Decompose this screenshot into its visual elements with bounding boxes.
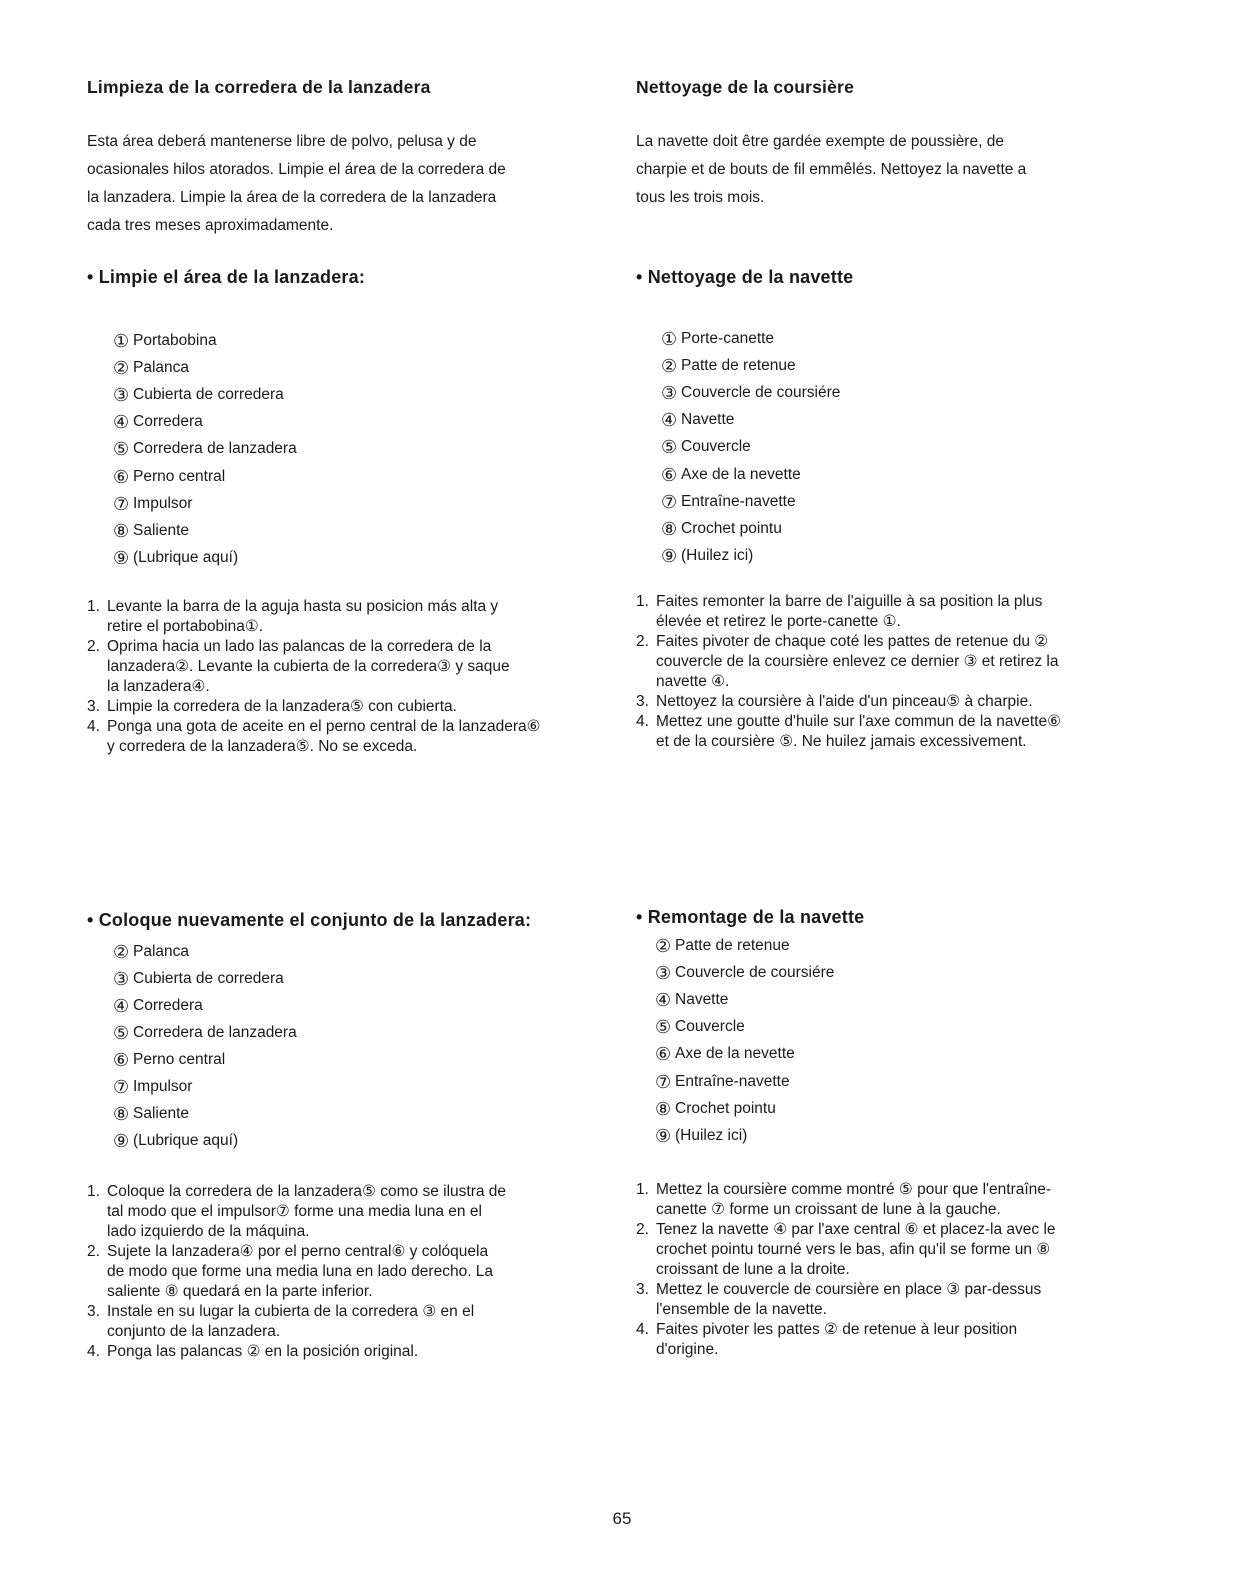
page-number: 65 [612, 1509, 632, 1528]
step-item: 4. Ponga las palancas ② en la posición original. [87, 1343, 419, 1360]
fr-intro-line: charpie et de bouts de fil emmêlés. Nettoyez la navette a [636, 161, 1027, 178]
es-intro-line: cada tres meses aproximadamente. [87, 217, 334, 234]
step-item: 4. Faites pivoter les pattes ② de retenue à leur position d'origine. [636, 1321, 1018, 1358]
parts-list-item: ③ Couvercle de coursiére [661, 382, 841, 403]
es-section1-parts [113, 327, 533, 572]
parts-list-item: ⑨ (Huilez ici) [661, 546, 754, 567]
parts-list-item: ① Portabobina [113, 330, 217, 351]
es-intro-line: Esta área deberá mantenerse libre de polvo, pelusa y de [87, 133, 477, 150]
step-item: 2. Tenez la navette ④ par l'axe central ⑥ et placez-la avec le crochet pointu tourné vers le bas, afin qu'il se forme un ⑧ croissant de lune a la droite. [636, 1221, 1056, 1278]
parts-list-item: ⑧ Crochet pointu [655, 1098, 776, 1119]
parts-list-item: ⑦ Impulsor [113, 1076, 193, 1097]
fr-section1-parts [661, 325, 1081, 570]
parts-list-item: ⑥ Axe de la nevette [661, 464, 801, 485]
parts-list-item: ③ Cubierta de corredera [113, 968, 284, 989]
step-item: 3. Limpie la corredera de la lanzadera⑤ con cubierta. [87, 698, 457, 715]
parts-list-item: ⑨ (Huilez ici) [655, 1125, 748, 1146]
step-item: 3. Mettez le couvercle de coursière en place ③ par-dessus l'ensemble de la navette. [636, 1281, 1042, 1318]
es-section2-parts [113, 938, 533, 1154]
fr-intro-line: tous les trois mois. [636, 189, 765, 206]
parts-list-item: ⑤ Corredera de lanzadera [113, 439, 297, 460]
es-section1-steps [87, 597, 607, 757]
step-item: 4. Ponga una gota de aceite en el perno central de la lanzadera⑥ y corredera de la lanzadera⑤. No se exceda. [87, 718, 541, 755]
es-section1-heading: • Limpie el área de la lanzadera: [87, 267, 366, 287]
es-intro-line: ocasionales hilos atorados. Limpie el área de la corredera de [87, 161, 506, 178]
step-item: 1. Levante la barra de la aguja hasta su posicion más alta y retire el portabobina①. [87, 598, 499, 635]
fr-intro [636, 128, 1156, 212]
parts-list-item: ② Palanca [113, 941, 190, 962]
parts-list-item: ⑥ Perno central [113, 1049, 226, 1070]
step-item: 2. Sujete la lanzadera④ por el perno central⑥ y colóquela de modo que forme una media luna en lado derecho. La saliente ⑧ quedará en la parte inferior. [87, 1243, 494, 1300]
es-intro-line: la lanzadera. Limpie la área de la corredera de la lanzadera [87, 189, 497, 206]
parts-list-item: ④ Navette [661, 410, 735, 431]
parts-list-item: ⑦ Entraîne-navette [655, 1071, 790, 1092]
parts-list-item: ⑧ Crochet pointu [661, 518, 782, 539]
fr-section2-heading: • Remontage de la navette [636, 907, 865, 927]
step-item: 1. Faites remonter la barre de l'aiguille à sa position la plus élevée et retirez le porte-canette ①. [636, 593, 1043, 630]
fr-title: Nettoyage de la coursière [636, 77, 854, 97]
step-item: 2. Oprima hacia un lado las palancas de la corredera de la lanzadera②. Levante la cubierta de la corredera③ y saque la lanzadera④. [87, 638, 510, 695]
parts-list-item: ④ Navette [655, 989, 729, 1010]
parts-list-item: ③ Cubierta de corredera [113, 384, 284, 405]
parts-list-item: ⑤ Couvercle [655, 1017, 745, 1038]
step-item: 1. Coloque la corredera de la lanzadera⑤ como se ilustra de tal modo que el impulsor⑦ forme una media luna en el lado izquierdo de la máquina. [87, 1183, 507, 1240]
parts-list-item: ⑧ Saliente [113, 520, 190, 541]
parts-list-item: ⑦ Impulsor [113, 493, 193, 514]
es-intro [87, 128, 587, 240]
es-title: Limpieza de la corredera de la lanzadera [87, 77, 431, 97]
parts-list-item: ② Palanca [113, 357, 190, 378]
fr-section2-steps [636, 1180, 1166, 1360]
parts-list-item: ⑥ Perno central [113, 466, 226, 487]
parts-list-item: ⑨ (Lubrique aquí) [113, 548, 239, 569]
parts-list-item: ④ Corredera [113, 995, 203, 1016]
parts-list-item: ② Patte de retenue [655, 935, 790, 956]
parts-list-item: ② Patte de retenue [661, 355, 796, 376]
parts-list-item: ⑧ Saliente [113, 1103, 190, 1124]
parts-list-item: ① Porte-canette [661, 328, 775, 349]
fr-intro-line: La navette doit être gardée exempte de poussière, de [636, 133, 1004, 150]
fr-section1-steps [636, 592, 1166, 752]
parts-list-item: ③ Couvercle de coursiére [655, 962, 835, 983]
parts-list-item: ⑦ Entraîne-navette [661, 491, 796, 512]
parts-list-item: ⑤ Couvercle [661, 437, 751, 458]
parts-list-item: ⑤ Corredera de lanzadera [113, 1022, 297, 1043]
step-item: 1. Mettez la coursière comme montré ⑤ pour que l'entraîne- canette ⑦ forme un croissant de lune à la gauche. [636, 1181, 1052, 1218]
step-item: 4. Mettez une goutte d'huile sur l'axe commun de la navette⑥ et de la coursière ⑤. Ne huilez jamais excessivement. [636, 713, 1061, 750]
parts-list-item: ⑨ (Lubrique aquí) [113, 1130, 239, 1151]
step-item: 3. Instale en su lugar la cubierta de la corredera ③ en el conjunto de la lanzadera. [87, 1303, 475, 1340]
es-section2-steps [87, 1182, 607, 1362]
step-item: 3. Nettoyez la coursière à l'aide d'un pinceau⑤ à charpie. [636, 693, 1033, 710]
es-section2-heading: • Coloque nuevamente el conjunto de la lanzadera: [87, 910, 532, 930]
step-item: 2. Faites pivoter de chaque coté les pattes de retenue du ② couvercle de la coursière enlevez ce dernier ③ et retirez la navette ④. [636, 633, 1059, 690]
parts-list-item: ④ Corredera [113, 412, 203, 433]
fr-section1-heading: • Nettoyage de la navette [636, 267, 854, 287]
parts-list-item: ⑥ Axe de la nevette [655, 1044, 795, 1065]
fr-section2-parts [655, 932, 1075, 1150]
